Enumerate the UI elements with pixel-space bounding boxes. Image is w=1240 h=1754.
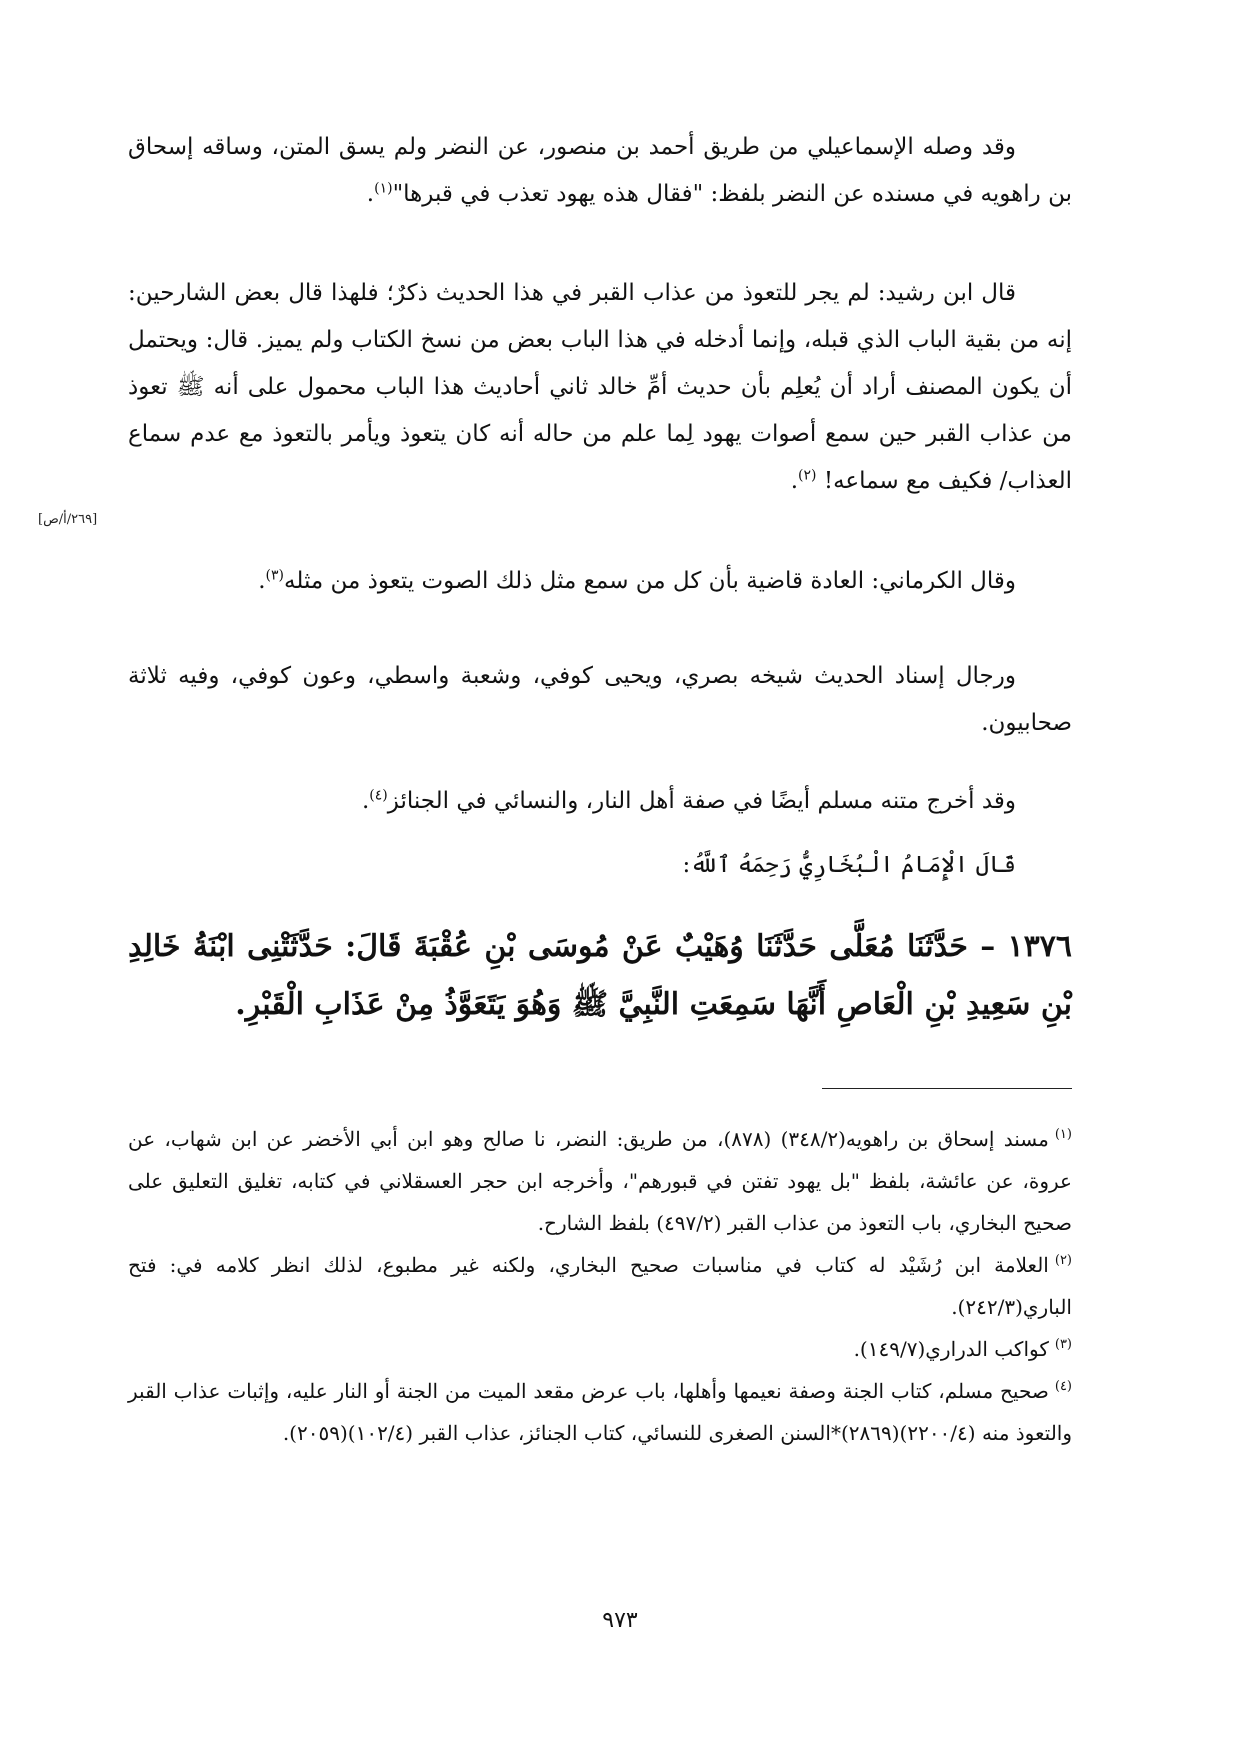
footnote-1 bbox=[128, 1118, 1072, 1244]
paragraph-2-text: قال ابن رشيد: لم يجر للتعوذ من عذاب القبر في هذا الحديث ذكرٌ؛ فلهذا قال بعض الشارحين: إنه من بقية الباب الذي قبله، وإنما أدخله في هذا الباب بعض من نسخ الكتاب ولم يميز. قال: ويحتمل أن يكون المصنف أراد أن يُعلِم بأن حديث أمِّ خالد ثاني أحاديث هذا الباب محمول على أنه ﷺ تعوذ من عذاب القبر حين سمع أصوات يهود لِما علم من حاله أنه كان يتعوذ ويأمر بالتعوذ مع عدم سماع العذاب/ فكيف مع سماعه! bbox=[128, 280, 1072, 494]
paragraph-3-tail: . bbox=[258, 568, 266, 594]
paragraph-5 bbox=[128, 778, 1072, 825]
hadith-text: ١٣٧٦ – حَدَّثَنَا مُعَلَّى حَدَّثَنَا وُهَيْبٌ عَنْ مُوسَى بْنِ عُقْبَةَ قَالَ: حَدَّثَتْنِى ابْنَةُ خَالِدِ بْنِ سَعِيدِ بْنِ الْعَاصِ أَنَّهَا سَمِعَتِ النَّبِيَّ ﷺ وَهُوَ يَتَعَوَّذُ مِنْ عَذَابِ الْقَبْرِ. bbox=[128, 929, 1072, 1022]
paragraph-5-text: وقد أخرج متنه مسلم أيضًا في صفة أهل النار، والنسائي في الجنائز bbox=[387, 788, 1016, 814]
page-number: ٩٧٣ bbox=[602, 1608, 638, 1633]
footnote-4-text: صحيح مسلم، كتاب الجنة وصفة نعيمها وأهلها، باب عرض مقعد الميت من الجنة أو النار عليه، وإثبات عذاب القبر والتعوذ منه (٢٢٠٠/٤)(٢٨٦٩)*السنن الصغرى للنسائي، كتاب الجنائز، عذاب القبر (١٠٢/٤)(٢٠٥٩). bbox=[128, 1379, 1072, 1445]
imam-heading bbox=[128, 842, 1072, 889]
paragraph-1-tail: . bbox=[366, 181, 375, 207]
footnote-separator bbox=[822, 1088, 1072, 1089]
paragraph-3-text: وقال الكرماني: العادة قاضية بأن كل من سمع مثل ذلك الصوت يتعوذ من مثله bbox=[284, 568, 1016, 594]
footnote-ref-1[interactable]: (١) bbox=[374, 180, 393, 197]
paragraph-4 bbox=[128, 653, 1072, 747]
footnote-4 bbox=[128, 1370, 1072, 1454]
footnote-3-text: كواكب الدراري(١٤٩/٧). bbox=[853, 1337, 1049, 1361]
footnote-3-number: (٣) bbox=[1054, 1337, 1072, 1353]
footnote-ref-4[interactable]: (٤) bbox=[369, 787, 388, 804]
footnote-ref-2[interactable]: (٢) bbox=[798, 467, 817, 484]
paragraph-5-tail: . bbox=[361, 788, 370, 814]
footnotes bbox=[128, 1118, 1072, 1454]
paragraph-2 bbox=[128, 270, 1072, 505]
manuscript-folio-note: [٢٦٩/أ/ص] bbox=[38, 512, 98, 527]
footnote-1-number: (١) bbox=[1054, 1127, 1072, 1143]
footnote-1-text: مسند إسحاق بن راهويه(٣٤٨/٢) (٨٧٨)، من طريق: النضر، نا صالح وهو ابن أبي الأخضر عن ابن شهاب، عن عروة، عن عائشة، بلفظ "بل يهود تفتن في قبورهم"، وأخرجه ابن حجر العسقلاني في كتابه، تغليق التعليق على صحيح البخاري، باب التعوذ من عذاب القبر (٤٩٧/٢) بلفظ الشارح. bbox=[128, 1127, 1072, 1235]
imam-heading-text: قَالَ الْإِمَامُ الْبُخَارِيُّ رَحِمَهُ ٱللَّهُ: bbox=[682, 852, 1016, 878]
footnote-3 bbox=[128, 1328, 1072, 1370]
footnote-4-number: (٤) bbox=[1054, 1379, 1072, 1395]
paragraph-1-text: وقد وصله الإسماعيلي من طريق أحمد بن منصور، عن النضر ولم يسق المتن، وساقه إسحاق بن راهويه في مسنده عن النضر بلفظ: "فقال هذه يهود تعذب في قبرها" bbox=[128, 134, 1072, 207]
footnote-2-text: العلامة ابن رُشَيْد له كتاب في مناسبات صحيح البخاري، ولكنه غير مطبوع، لذلك انظر كلامه في: فتح الباري(٢٤٢/٣). bbox=[128, 1253, 1072, 1319]
paragraph-4-text: ورجال إسناد الحديث شيخه بصري، ويحيى كوفي، وشعبة واسطي، وعون كوفي، وفيه ثلاثة صحابيون. bbox=[128, 663, 1072, 736]
paragraph-3 bbox=[128, 558, 1072, 605]
footnote-2-number: (٢) bbox=[1054, 1253, 1072, 1269]
footnote-2 bbox=[128, 1244, 1072, 1328]
paragraph-1 bbox=[128, 124, 1072, 218]
footnote-ref-3[interactable]: (٣) bbox=[265, 567, 284, 584]
paragraph-2-tail: . bbox=[790, 468, 799, 494]
